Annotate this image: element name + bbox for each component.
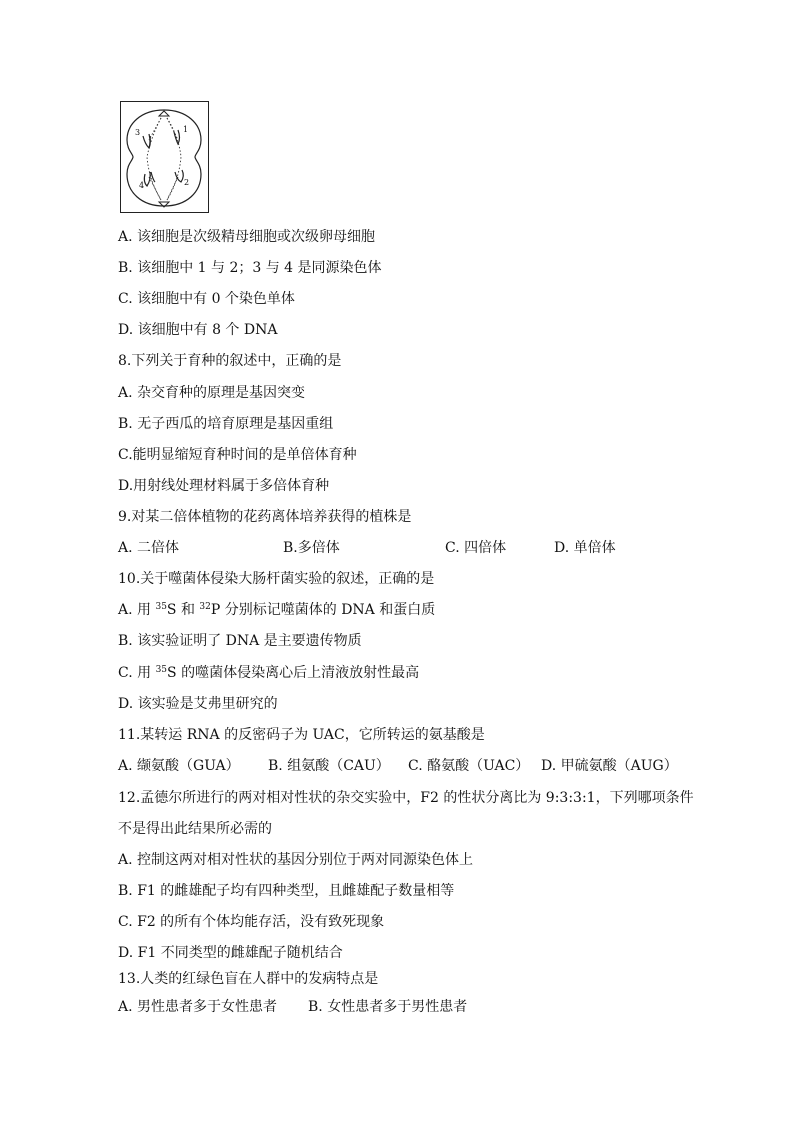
q12-option-a: A. 控制这两对相对性状的基因分别位于两对同源染色体上 bbox=[118, 852, 474, 868]
q9-option-b: B.多倍体 bbox=[283, 540, 340, 556]
q13-option-a: A. 男性患者多于女性患者 bbox=[118, 999, 278, 1015]
label-2: 2 bbox=[184, 178, 190, 187]
q7-option-a: A. 该细胞是次级精母细胞或次级卵母细胞 bbox=[118, 229, 376, 245]
label-3: 3 bbox=[135, 128, 141, 137]
q8-option-d: D.用射线处理材料属于多倍体育种 bbox=[118, 478, 330, 494]
spindle-fibers bbox=[147, 118, 181, 200]
q9-stem: 9.对某二倍体植物的花药离体培养获得的植株是 bbox=[118, 509, 412, 525]
q11-options bbox=[118, 757, 678, 775]
q9-option-a: A. 二倍体 bbox=[118, 540, 180, 556]
cell-membrane bbox=[127, 110, 201, 206]
centrosome-top-icon bbox=[159, 111, 169, 116]
q9-option-c: C. 四倍体 bbox=[445, 540, 507, 556]
q12-option-b: B. F1 的雌雄配子均有四种类型，且雌雄配子数量相等 bbox=[118, 883, 455, 899]
q8-option-a: A. 杂交育种的原理是基因突变 bbox=[118, 385, 306, 401]
q11-option-d: D. 甲硫氨酸（AUG） bbox=[541, 758, 678, 774]
q12-option-d: D. F1 不同类型的雌雄配子随机结合 bbox=[118, 945, 343, 961]
q12-option-c: C. F2 的所有个体均能存活，没有致死现象 bbox=[118, 914, 385, 930]
q8-option-b: B. 无子西瓜的培育原理是基因重组 bbox=[118, 416, 334, 432]
q11-option-b: B. 组氨酸（CAU） bbox=[268, 758, 390, 774]
q7-option-d: D. 该细胞中有 8 个 DNA bbox=[118, 322, 278, 338]
q9-options bbox=[118, 539, 616, 557]
q12-stem-line1: 12.孟德尔所进行的两对相对性状的杂交实验中，F2 的性状分离比为 9:3:3:1，下列哪项条件 bbox=[118, 790, 694, 806]
q11-stem: 11.某转运 RNA 的反密码子为 UAC，它所转运的氨基酸是 bbox=[118, 727, 485, 743]
cell-diagram bbox=[120, 101, 209, 213]
q8-option-c: C.能明显缩短育种时间的是单倍体育种 bbox=[118, 447, 357, 463]
q10-stem: 10.关于噬菌体侵染大肠杆菌实验的叙述，正确的是 bbox=[118, 571, 435, 587]
label-1: 1 bbox=[183, 125, 189, 134]
q12-stem-line2: 不是得出此结果所必需的 bbox=[118, 821, 272, 837]
q7-option-b: B. 该细胞中 1 与 2；3 与 4 是同源染色体 bbox=[118, 260, 382, 276]
q11-option-a: A. 缬氨酸（GUA） bbox=[118, 758, 240, 774]
q11-option-c: C. 酪氨酸（UAC） bbox=[408, 758, 530, 774]
q10-option-b: B. 该实验证明了 DNA 是主要遗传物质 bbox=[118, 633, 362, 649]
cell-diagram-svg bbox=[121, 102, 208, 212]
q13-stem: 13.人类的红绿色盲在人群中的发病特点是 bbox=[118, 971, 379, 987]
q13-option-b: B. 女性患者多于男性患者 bbox=[308, 999, 468, 1015]
q10-option-a: A. 用 $^{35}$S 和 $^{32}$P 分别标记噬菌体的 DNA 和蛋白质 bbox=[118, 602, 436, 618]
q10-option-d: D. 该实验是艾弗里研究的 bbox=[118, 696, 278, 712]
q13-options bbox=[118, 998, 467, 1016]
chromosome-4 bbox=[144, 172, 150, 186]
chromosome-3 bbox=[143, 134, 150, 148]
q10-option-c: C. 用 $^{35}$S 的噬菌体侵染离心后上清液放射性最高 bbox=[118, 665, 420, 681]
q7-option-c: C. 该细胞中有 0 个染色单体 bbox=[118, 291, 295, 307]
q8-stem: 8.下列关于育种的叙述中，正确的是 bbox=[118, 353, 342, 369]
q9-option-d: D. 单倍体 bbox=[554, 540, 616, 556]
label-4: 4 bbox=[139, 181, 145, 190]
